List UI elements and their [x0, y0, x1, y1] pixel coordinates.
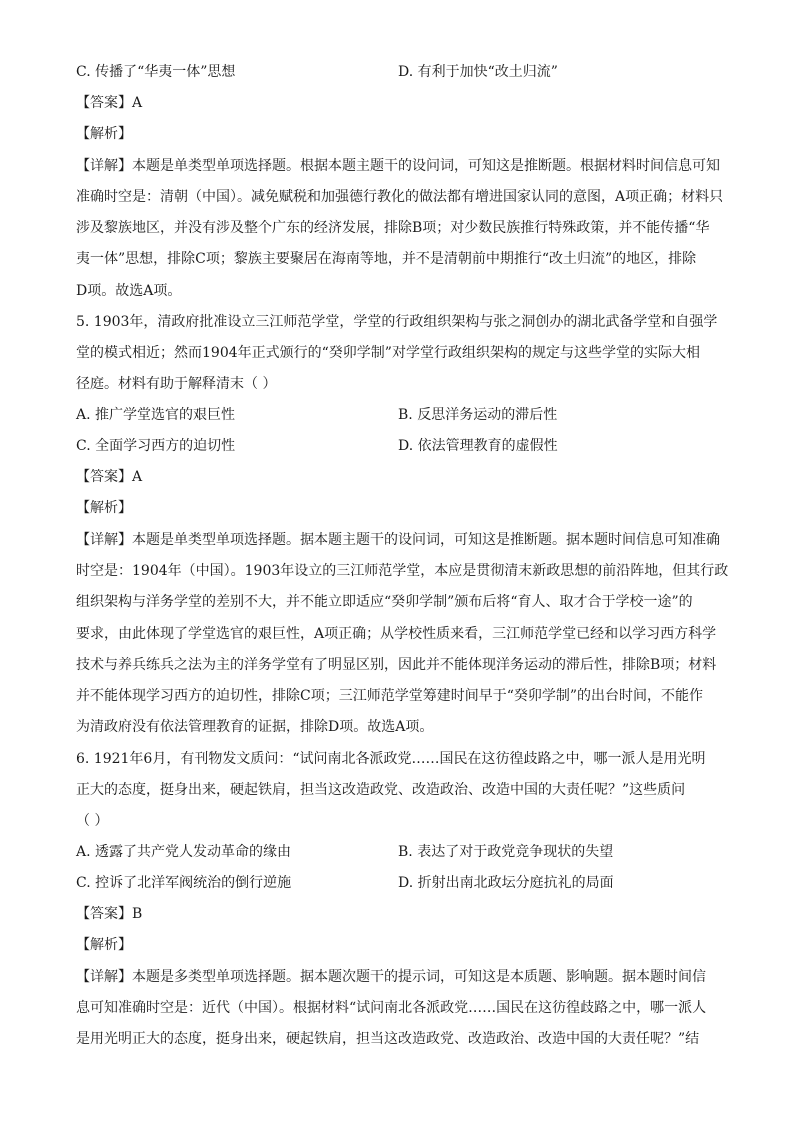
q4-detail-line: 【详解】本题是单类型单项选择题。根据本题主题干的设问词，可知这是推断题。根据材料时间信息可知 [76, 158, 720, 174]
q6-stem-line: （ ） [76, 813, 109, 829]
q5-stem-line: 5. 1903年，清政府批准设立三江师范学堂，学堂的行政组织架构与张之洞创办的湖北武备学堂和自强学 [76, 314, 718, 330]
q5-detail-line: 并不能体现学习西方的迫切性，排除C项；三江师范学堂筹建时间早于“癸卯学制”的出台时间，不能作 [76, 688, 704, 704]
q4-detail-line: 涉及黎族地区，并没有涉及整个广东的经济发展，排除B项；对少数民族推行特殊政策，并不能传播“华 [76, 220, 710, 236]
q4-detail-line: 夷一体”思想，排除C项；黎族主要聚居在海南等地，并不是清朝前中期推行“改土归流”的地区，排除 [76, 251, 697, 267]
q5-option-c: C. 全面学习西方的迫切性 [76, 438, 236, 454]
q5-answer [76, 467, 726, 487]
q5-detail-line: 时空是：1904年（中国）。1903年设立的三江师范学堂，本应是贯彻清末新政思想的前沿阵地，但其行政 [76, 563, 729, 579]
q4-answer [76, 93, 726, 113]
q5-detail-line: 为清政府没有依法管理教育的证据，排除D项。故选A项。 [76, 719, 434, 735]
q5-detail-line: 技术与养兵练兵之法为主的洋务学堂有了明显区别，因此并不能体现洋务运动的滞后性，排除B项；材料 [76, 657, 717, 673]
q5-detail-line: 要求，由此体现了学堂选官的艰巨性，A项正确；从学校性质来看，三江师范学堂已经和以学习西方科学 [76, 626, 717, 642]
q6-option-b: B. 表达了对于政党竞争现状的失望 [398, 844, 614, 860]
answer-label: 【答案】 [76, 95, 132, 111]
q6-detail-line: 是用光明正大的态度，挺身出来，硬起铁肩，担当这改造政党、改造政治、改造中国的大责任呢？”结 [76, 1031, 700, 1047]
answer-label: 【答案】 [76, 906, 132, 922]
q6-detail-line: 息可知准确时空是：近代（中国）。根据材料“试问南北各派政党……国民在这彷徨歧路之中，哪一派人 [76, 1000, 707, 1016]
q6-stem-line: 6. 1921年6月，有刊物发文质问：“试问南北各派政党……国民在这彷徨歧路之中，哪一派人是用光明 [76, 751, 706, 767]
q5-option-a: A. 推广学堂选官的艰巨性 [76, 407, 236, 423]
q6-option-c: C. 控诉了北洋军阀统治的倒行逆施 [76, 875, 292, 891]
q4-detail-line: D项。故选A项。 [76, 283, 182, 299]
q5-stem-line: 堂的模式相近；然而1904年正式颁行的“癸卯学制”对学堂行政组织架构的规定与这些学堂的实际大相 [76, 345, 700, 361]
q5-option-b: B. 反思洋务运动的滞后性 [398, 407, 558, 423]
answer-value: A [132, 95, 143, 111]
q4-option-c: C. 传播了“华夷一体”思想 [76, 64, 236, 80]
answer-label: 【答案】 [76, 469, 132, 485]
q6-stem-line: 正大的态度，挺身出来，硬起铁肩，担当这改造政党、改造政治、改造中国的大责任呢？”这些质问 [76, 782, 686, 798]
q6-option-d: D. 折射出南北政坛分庭抗礼的局面 [398, 875, 614, 891]
q6-analysis-label: 【解析】 [76, 937, 132, 953]
q4-analysis-label: 【解析】 [76, 126, 132, 142]
q6-answer [76, 904, 726, 924]
q4-detail-line: 准确时空是：清朝（中国）。减免赋税和加强德行教化的做法都有增进国家认同的意图，A项正确；材料只 [76, 189, 724, 205]
q6-option-a: A. 透露了共产党人发动革命的缘由 [76, 844, 292, 860]
q5-stem-line: 径庭。材料有助于解释清末（ ） [76, 376, 277, 392]
answer-value: B [132, 906, 143, 922]
q5-detail-line: 【详解】本题是单类型单项选择题。据本题主题干的设问词，可知这是推断题。据本题时间信息可知准确 [76, 532, 720, 548]
answer-value: A [132, 469, 143, 485]
q4-option-d: D. 有利于加快“改土归流” [398, 64, 558, 80]
q5-detail-line: 组织架构与洋务学堂的差别不大，并不能立即适应“癸卯学制”颁布后将“育人、取才合于学校一途”的 [76, 594, 693, 610]
q5-option-d: D. 依法管理教育的虚假性 [398, 438, 558, 454]
q6-detail-line: 【详解】本题是多类型单项选择题。据本题次题干的提示词，可知这是本质题、影响题。据本题时间信 [76, 969, 706, 985]
q5-analysis-label: 【解析】 [76, 500, 132, 516]
